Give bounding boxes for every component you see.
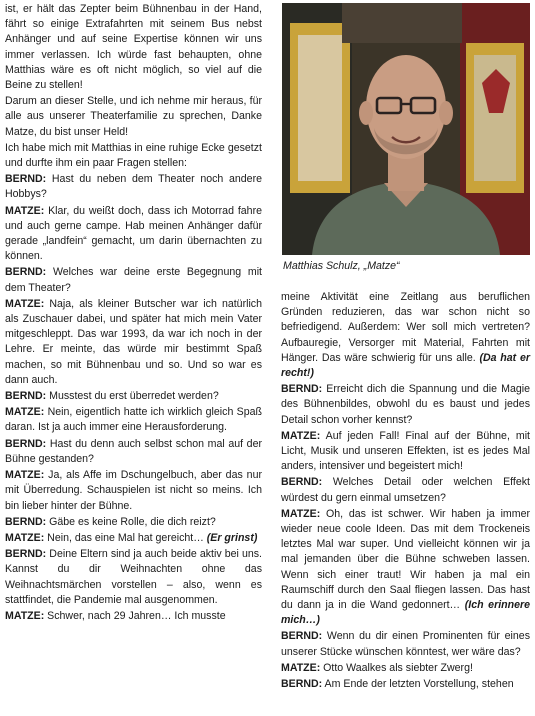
paragraph-text: Erreicht dich die Spannung und die Magie des Bühnenbildes, obwohl du es baust und jedes Detail schon vorher kennst? (281, 383, 530, 426)
speaker-label: BERND: (281, 476, 323, 489)
left-column-paragraph (5, 2, 262, 93)
paragraph-text: Oh, das ist schwer. Wir haben ja immer wieder neue coole Ideen. Das mit dem Trockeneis letztes Mal war super. Und vielleicht können wir ja mal jemanden über die Bühne schweben lassen. Wenn sich einer traut! Wir haben ja mal ein Raumschiff durch den Saal fliegen lassen. Das hast du dann ja in die Wand gedonnert… (281, 507, 530, 612)
portrait-photo (282, 3, 530, 255)
aside-remark: (Er grinst) (206, 531, 258, 544)
right-column-paragraph (281, 677, 530, 692)
paragraph-text: Darum an dieser Stelle, und ich nehme mir heraus, für alle aus unserer Theaterfamilie zu sprechen, Danke Matze, du bist unser Held! (5, 95, 262, 138)
paragraph-text: Hast du denn auch selbst schon mal auf der Bühne gestanden? (5, 437, 262, 465)
paragraph-text: Wenn du dir einen Prominenten für eines unserer Stücke wünschen könntest, wer wäre das? (281, 630, 530, 658)
speaker-label: BERND: (281, 630, 323, 643)
paragraph-text: meine Aktivität eine Zeitlang aus beruflichen Gründen reduzieren, das war schon nicht so befriedigend. Außerdem: Wer soll mich vertreten? Aufbauregie, Versorger mit Material, Fahrten mit Hänger. Das wäre schwierig für uns alle. (281, 291, 530, 364)
portrait-image (282, 3, 530, 255)
paragraph-text: Nein, das eine Mal hat gereicht… (44, 531, 207, 544)
speaker-label: MATZE: (5, 204, 45, 217)
paragraph-text: Welches war deine erste Begegnung mit dem Theater? (5, 266, 262, 294)
paragraph-text: Gäbe es keine Rolle, die dich reizt? (46, 515, 216, 528)
speaker-label: BERND: (5, 437, 47, 450)
paragraph-text: Schwer, nach 29 Jahren… Ich musste (44, 609, 226, 622)
speaker-label: MATZE: (5, 609, 45, 622)
left-column-paragraph (5, 204, 262, 265)
speaker-label: MATZE: (5, 531, 45, 544)
speaker-label: BERND: (5, 173, 47, 186)
right-column-paragraph (281, 507, 530, 629)
left-text-column (5, 2, 262, 625)
speaker-label: BERND: (281, 383, 323, 396)
left-column-paragraph (5, 172, 262, 202)
speaker-label: MATZE: (5, 406, 45, 419)
left-column-paragraph (5, 297, 262, 388)
paragraph-text: Am Ende der letzten Vorstellung, stehen (322, 678, 514, 691)
aside-remark: (Ich erinnere mich…) (281, 599, 530, 627)
paragraph-text: Ich habe mich mit Matthias in eine ruhige Ecke gesetzt und durfte ihm ein paar Fragen stellen: (5, 141, 262, 170)
left-column-paragraph (5, 468, 262, 514)
speaker-label: MATZE: (281, 429, 321, 442)
paragraph-text: Klar, du weißt doch, dass ich Motorrad fahre und auch gerne campe. Hab meinen Anhänger dafür gerade „landfein“ gemacht, um darin übernachten zu können. (5, 204, 262, 263)
left-column-paragraph (5, 389, 262, 404)
speaker-label: MATZE: (5, 469, 45, 482)
paragraph-text: Deine Eltern sind ja auch beide aktiv bei uns. Kannst du dir Weihnachten ohne das Weihnachtsmärchen vorstellen – also, wenn es stattfindet, die Pandemie mal ausgenommen. (5, 548, 262, 606)
speaker-label: BERND: (5, 266, 47, 279)
speaker-label: BERND: (5, 390, 47, 403)
left-column-paragraph (5, 405, 262, 435)
left-column-paragraph (5, 515, 262, 530)
paragraph-text: Hast du neben dem Theater noch andere Hobbys? (5, 173, 262, 201)
speaker-label: MATZE: (5, 297, 45, 310)
paragraph-text: Naja, als kleiner Butscher war ich natürlich als Zuschauer dabei, und später hat mich mein Vater mitgeschleppt. Das war 1993, da war ich noch in der Lehre. Er meinte, das würde mir bestimmt Spaß machen, so mit Bühnenbau und so. Und so war es dann auch. (5, 297, 262, 386)
right-column-paragraph (281, 290, 530, 381)
paragraph-text: Welches Detail oder welchen Effekt würdest du gern einmal umsetzen? (281, 476, 530, 504)
right-text-column (281, 290, 530, 693)
right-column-paragraph (281, 382, 530, 428)
paragraph-text: Ja, als Affe im Dschungelbuch, aber das nur mit Überredung. Schauspielen ist nicht so meins. Ich bin lieber hinter der Bühne. (5, 469, 262, 512)
aside-remark: (Da hat er recht!) (281, 351, 530, 380)
left-column-paragraph (5, 94, 262, 140)
left-column-paragraph (5, 141, 262, 171)
left-column-paragraph (5, 531, 262, 546)
right-column-paragraph (281, 629, 530, 659)
left-column-paragraph (5, 547, 262, 608)
left-column-paragraph (5, 265, 262, 295)
speaker-label: MATZE: (281, 661, 321, 674)
photo-caption: Matthias Schulz, „Matze“ (283, 260, 400, 272)
left-column-paragraph (5, 437, 262, 467)
speaker-label: MATZE: (281, 507, 321, 520)
speaker-label: BERND: (281, 678, 323, 691)
paragraph-text: Auf jeden Fall! Final auf der Bühne, mit Licht, Musik und unseren Effekten, ist es jedes Mal anders, intensiver und begeistert mich! (281, 429, 530, 473)
right-column-paragraph (281, 475, 530, 505)
speaker-label: BERND: (5, 548, 47, 561)
paragraph-text: Otto Waalkes als siebter Zwerg! (320, 661, 473, 674)
paragraph-text: Musstest du erst überredet werden? (46, 390, 219, 403)
right-column-paragraph (281, 429, 530, 475)
paragraph-text: Nein, eigentlich hatte ich wirklich gleich Spaß daran. Ist ja auch immer eine Herausforderung. (5, 406, 262, 434)
left-column-paragraph (5, 609, 262, 624)
paragraph-text: ist, er hält das Zepter beim Bühnenbau in der Hand, fährt so einige Extrafahrten mit seinem Bus nebst Anhänger und auf seine Expertise können wir uns immer verlassen. Ich würde fast behaupten, ohne Matthias wäre es oft nicht möglich, so viel auf die Beine zu stellen! (5, 3, 262, 92)
right-column-paragraph (281, 661, 530, 676)
speaker-label: BERND: (5, 515, 47, 528)
